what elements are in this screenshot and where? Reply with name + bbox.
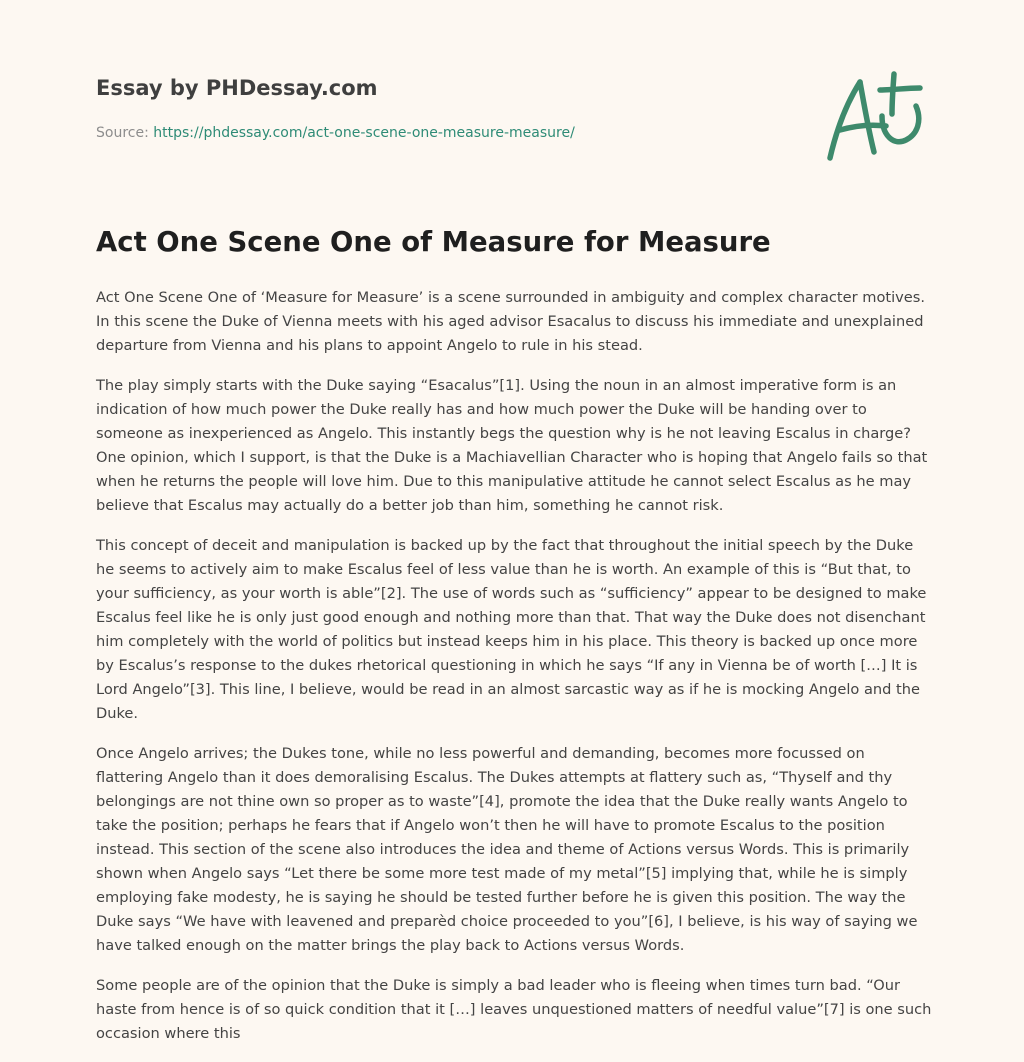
- article-body: [96, 286, 932, 1062]
- source-line: [96, 125, 575, 141]
- source-label: Source:: [96, 125, 149, 141]
- a-plus-logo-icon: [820, 70, 928, 165]
- source-link[interactable]: https://phdessay.com/act-one-scene-one-measure-measure/: [153, 125, 575, 141]
- site-brand: Essay by PHDessay.com: [96, 76, 378, 100]
- paragraph: This concept of deceit and manipulation is backed up by the fact that throughout the initial speech by the Duke he seems to actively aim to make Escalus feel of less value than he is worth. An example of this is “But that, to your sufficiency, as your worth is able”[2]. The use of words such as “sufficiency” appear to be designed to make Escalus feel like he is only just good enough and nothing more than that. That way the Duke does not disenchant him completely with the world of politics but instead keeps him in his place. This theory is backed up once more by Escalus’s response to the dukes rhetorical questioning in which he says “If any in Vienna be of worth […] It is Lord Angelo”[3]. This line, I believe, would be read in an almost sarcastic way as if he is mocking Angelo and the Duke.: [96, 537, 927, 722]
- paragraph: The play simply starts with the Duke saying “Esacalus”[1]. Using the noun in an almost imperative form is an indication of how much power the Duke really has and how much power the Duke will be handing over to someone as inexperienced as Angelo. This instantly begs the question why is he not leaving Escalus in charge? One opinion, which I support, is that the Duke is a Machiavellian Character who is hoping that Angelo fails so that when he returns the people will love him. Due to this manipulative attitude he cannot select Escalus as he may believe that Escalus may actually do a better job than him, something he cannot risk.: [96, 377, 928, 514]
- a-plus-logo: [820, 70, 928, 165]
- paragraph: Some people are of the opinion that the Duke is simply a bad leader who is fleeing when times turn bad. “Our haste from hence is of so quick condition that it […] leaves unquestioned matters of needful value”[7] is one such occasion where this: [96, 977, 932, 1042]
- page-header: [96, 76, 378, 100]
- article-title: Act One Scene One of Measure for Measure: [96, 226, 771, 258]
- paragraph: Once Angelo arrives; the Dukes tone, while no less powerful and demanding, becomes more focussed on flattering Angelo than it does demoralising Escalus. The Dukes attempts at flattery such as, “Thyself and thy belongings are not thine own so proper as to waste”[4], promote the idea that the Duke really wants Angelo to take the position; perhaps he fears that if Angelo won’t then he will have to promote Escalus to the position instead. This section of the scene also introduces the idea and theme of Actions versus Words. This is primarily shown when Angelo says “Let there be some more test made of my metal”[5] implying that, while he is simply employing fake modesty, he is saying he should be tested further before he is given this position. The way the Duke says “We have with leavened and preparèd choice proceeded to you”[6], I believe, is his way of saying we have talked enough on the matter brings the play back to Actions versus Words.: [96, 745, 918, 954]
- paragraph: Act One Scene One of ‘Measure for Measure’ is a scene surrounded in ambiguity and complex character motives. In this scene the Duke of Vienna meets with his aged advisor Esacalus to discuss his immediate and unexplained departure from Vienna and his plans to appoint Angelo to rule in his stead.: [96, 289, 926, 354]
